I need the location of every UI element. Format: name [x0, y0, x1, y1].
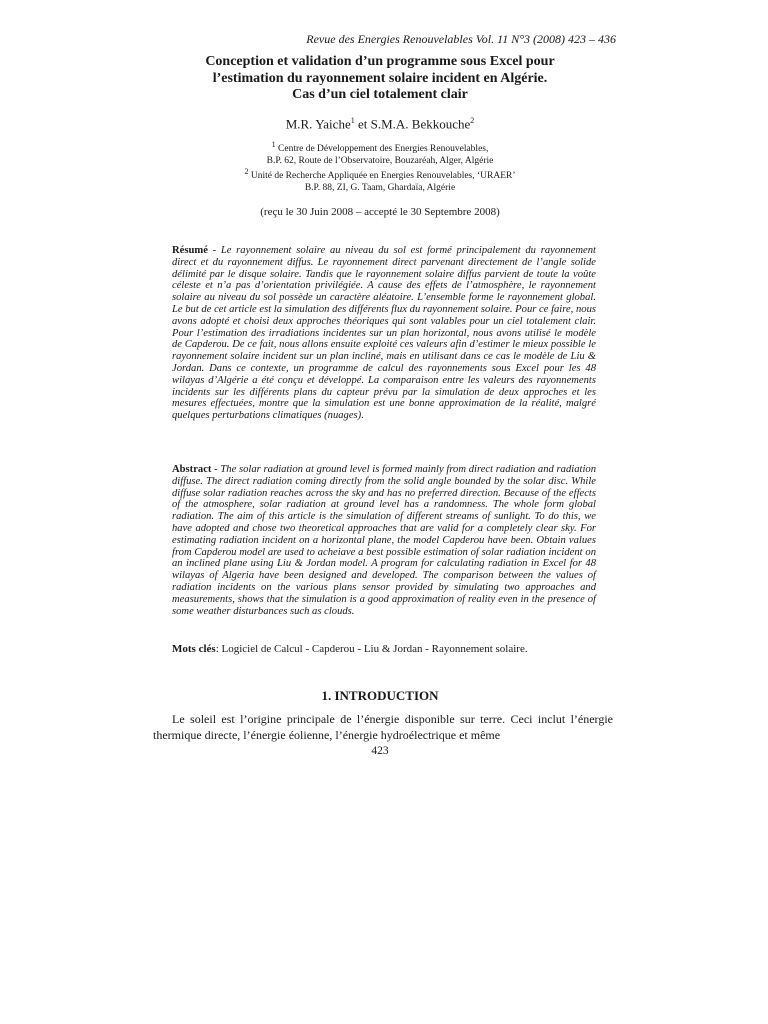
title-line: Conception et validation d’un programme sous Excel pour — [205, 54, 555, 69]
intro-paragraph: Le soleil est l’origine principale de l’énergie disponible sur terre. Ceci inclut l’énergie thermique directe, l’énergie éolienne, l’énergie hydroélectrique et même — [153, 712, 613, 742]
paper-title — [150, 54, 610, 104]
author-affiliation-mark: 1 — [350, 116, 355, 125]
author-list — [150, 116, 610, 132]
keywords-text: : Logiciel de Calcul - Capderou - Liu & Jordan - Rayonnement solaire. — [215, 643, 528, 655]
affiliation — [150, 166, 610, 194]
author-affiliation-mark: 2 — [470, 116, 475, 125]
affiliation — [150, 139, 610, 167]
page-number: 423 — [371, 745, 389, 757]
received-dates: (reçu le 30 Juin 2008 – accepté le 30 Septembre 2008) — [260, 206, 500, 218]
resume-label: Résumé — [172, 245, 208, 256]
resume-block — [172, 245, 596, 422]
affiliation-mark: 2 — [244, 167, 249, 176]
author-conjunction: et — [354, 116, 371, 132]
affiliation-address: B.P. 62, Route de l’Observatoire, Bouzaréah, Alger, Algérie — [266, 155, 494, 166]
title-line: l’estimation du rayonnement solaire incident en Algérie. — [212, 70, 548, 86]
keywords — [172, 643, 596, 655]
title-line: Cas d’un ciel totalement clair — [292, 87, 468, 102]
resume-text: - Le rayonnement solaire au niveau du sol est formé principalement du rayonnement direct et du rayonnement diffus. Le rayonnement direct parvenant directement de l’angle solide délimité par le disque solaire. Tandis que le rayonnement solaire diffus parvient de toute la voûte céleste et n’a pas d’orientation privilégiée. A cause des effets de l’atmosphère, le rayonnement solaire au niveau du sol possède un caractère aléatoire. L’ensemble forme le rayonnement global. Le but de cet article est la simulation des différents flux du rayonnement solaire. Pour ce faire, nous avons adopté et choisi deux approches théoriques qui sont valables pour un ciel totalement clair. Pour l’estimation des irradiations incidentes sur un plan horizontal, nous avons utilisé le modèle de Capderou. De ce fait, nous allons ensuite exploité ces valeurs afin d’estimer le mieux possible le rayonnement solaire incident sur un plan incliné, mais en utilisant dans ce cas le modèle de Liu & Jordan. Dans ce contexte, un programme de calcul des rayonnements sous Excel pour les 48 wilayas d’Algérie a été conçu et développé. La comparaison entre les valeurs des rayonnements incidents sur les différents plans du capteur prévu par la simulation de deux approches et les mesures effectuées, montre que la simulation est une bonne approximation de la réalité, malgré quelques perturbations climatiques (nuages). — [172, 245, 596, 422]
keywords-label: Mots clés — [172, 643, 216, 655]
affiliation-address: B.P. 88, ZI, G. Taam, Ghardaïa, Algérie — [304, 182, 456, 193]
author-name: M.R. Yaiche — [285, 116, 351, 132]
abstract-text: - The solar radiation at ground level is formed mainly from direct radiation and radiation diffuse. The direct radiation coming directly from the solid angle bounded by the solar disc. While diffuse solar radiation reaches across the sky and has no preferred direction. Because of the effects of the atmosphere, solar radiation at ground level has a randomness. The whole form global radiation. The aim of this article is the simulation of different streams of sunlight. To do this, we have adopted and chose two theoretical approaches that are valid for a completely clear sky. For estimating radiation incident on a horizontal plane, the model Capderou have been. Obtain values from Capderou model are used to acheiave a best possible estimation of solar radiation incident on an inclined plane using Liu & Jordan model. A program for calculating radiation in Excel for 48 wilayas of Algeria have been designed and developed. The comparison between the values of radiation incidents on the various plans sensor provided by simulating two approaches and measurements, shows that the simulation is a good approximation of reality even in the presence of some weather disturbances such as clouds. — [172, 464, 596, 617]
abstract-label: Abstract — [172, 464, 212, 475]
affiliation-mark: 1 — [271, 140, 276, 149]
journal-header: Revue des Energies Renouvelables Vol. 11 N°3 (2008) 423 – 436 — [306, 32, 616, 46]
affiliation-name: Centre de Développement des Energies Renouvelables, — [278, 144, 489, 154]
section-heading: 1. INTRODUCTION — [321, 688, 439, 703]
abstract-block — [172, 464, 596, 617]
author-name: S.M.A. Bekkouche — [370, 116, 471, 132]
affiliation-name: Unité de Recherche Appliquée en Energies Renouvelables, ‘URAER’ — [250, 171, 516, 181]
